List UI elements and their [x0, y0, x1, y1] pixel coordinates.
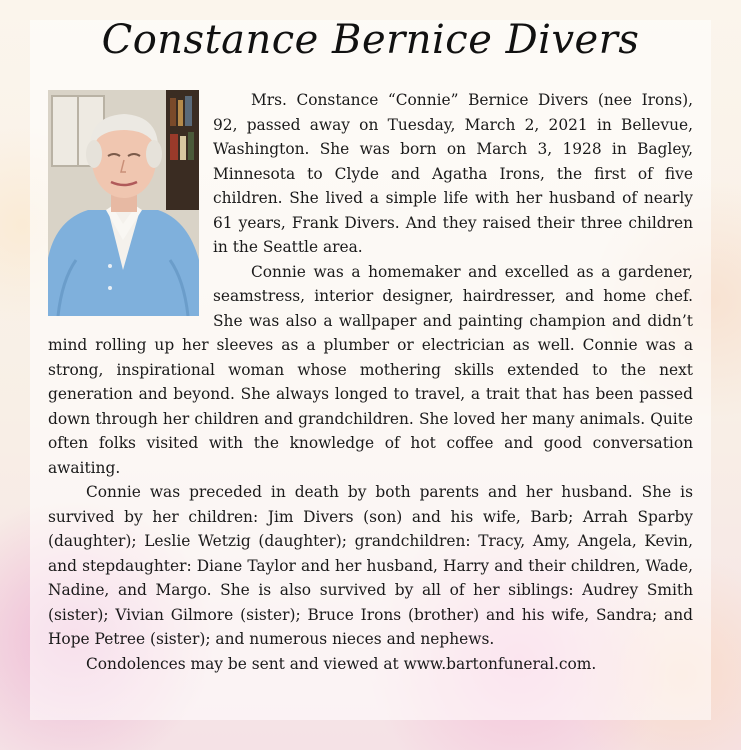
obituary-paragraph: Connie was preceded in death by both parents and her husband. She is survived by her children: Jim Divers (son) and his wife, Barb; Arrah Sparby (daughter); Leslie Wetzig (daughter); grandchildren: Tracy, Amy, Angela, Kevin, and stepdaughter: Diane Taylor and her husband, Harry and their children, Wade, Nadine, and Margo. She is also survived by all of her siblings: Audrey Smith (sister); Vivian Gilmore (sister); Bruce Irons (brother) and his wife, Sandra; and Hope Petree (sister); and numerous nieces and nephews.: [48, 483, 693, 648]
condolences-paragraph: Condolences may be sent and viewed at www.bartonfuneral.com.: [86, 654, 597, 673]
obituary-paragraph: Mrs. Constance “Connie” Bernice Divers (nee Irons), 92, passed away on Tuesday, March 2, 2021 in Bellevue, Washington. She was born on March 3, 1928 in Bagley, Minnesota to Clyde and Agatha Irons, the first of five children. She lived a simple life with her husband of nearly 61 years, Frank Divers. And they raised their three children in the Seattle area.: [213, 91, 693, 256]
obituary-body: [48, 88, 693, 676]
portrait-illustration: [48, 90, 199, 316]
obituary-paragraph: Connie was a homemaker and excelled as a gardener, seamstress, interior designer, hairdresser, and home chef. She was also a wallpaper and painting champion and didn’t mind rolling up her sleeves as a plumber or electrician as well. Connie was a strong, inspirational woman whose mothering skills extended to the next generation and beyond. She always longed to travel, a trait that has been passed down through her children and grandchildren. She loved her many animals. Quite often folks visited with the knowledge of hot coffee and good conversation awaiting.: [48, 262, 693, 477]
portrait-photo: [48, 90, 199, 316]
obituary-title: Constance Bernice Divers: [101, 17, 640, 63]
